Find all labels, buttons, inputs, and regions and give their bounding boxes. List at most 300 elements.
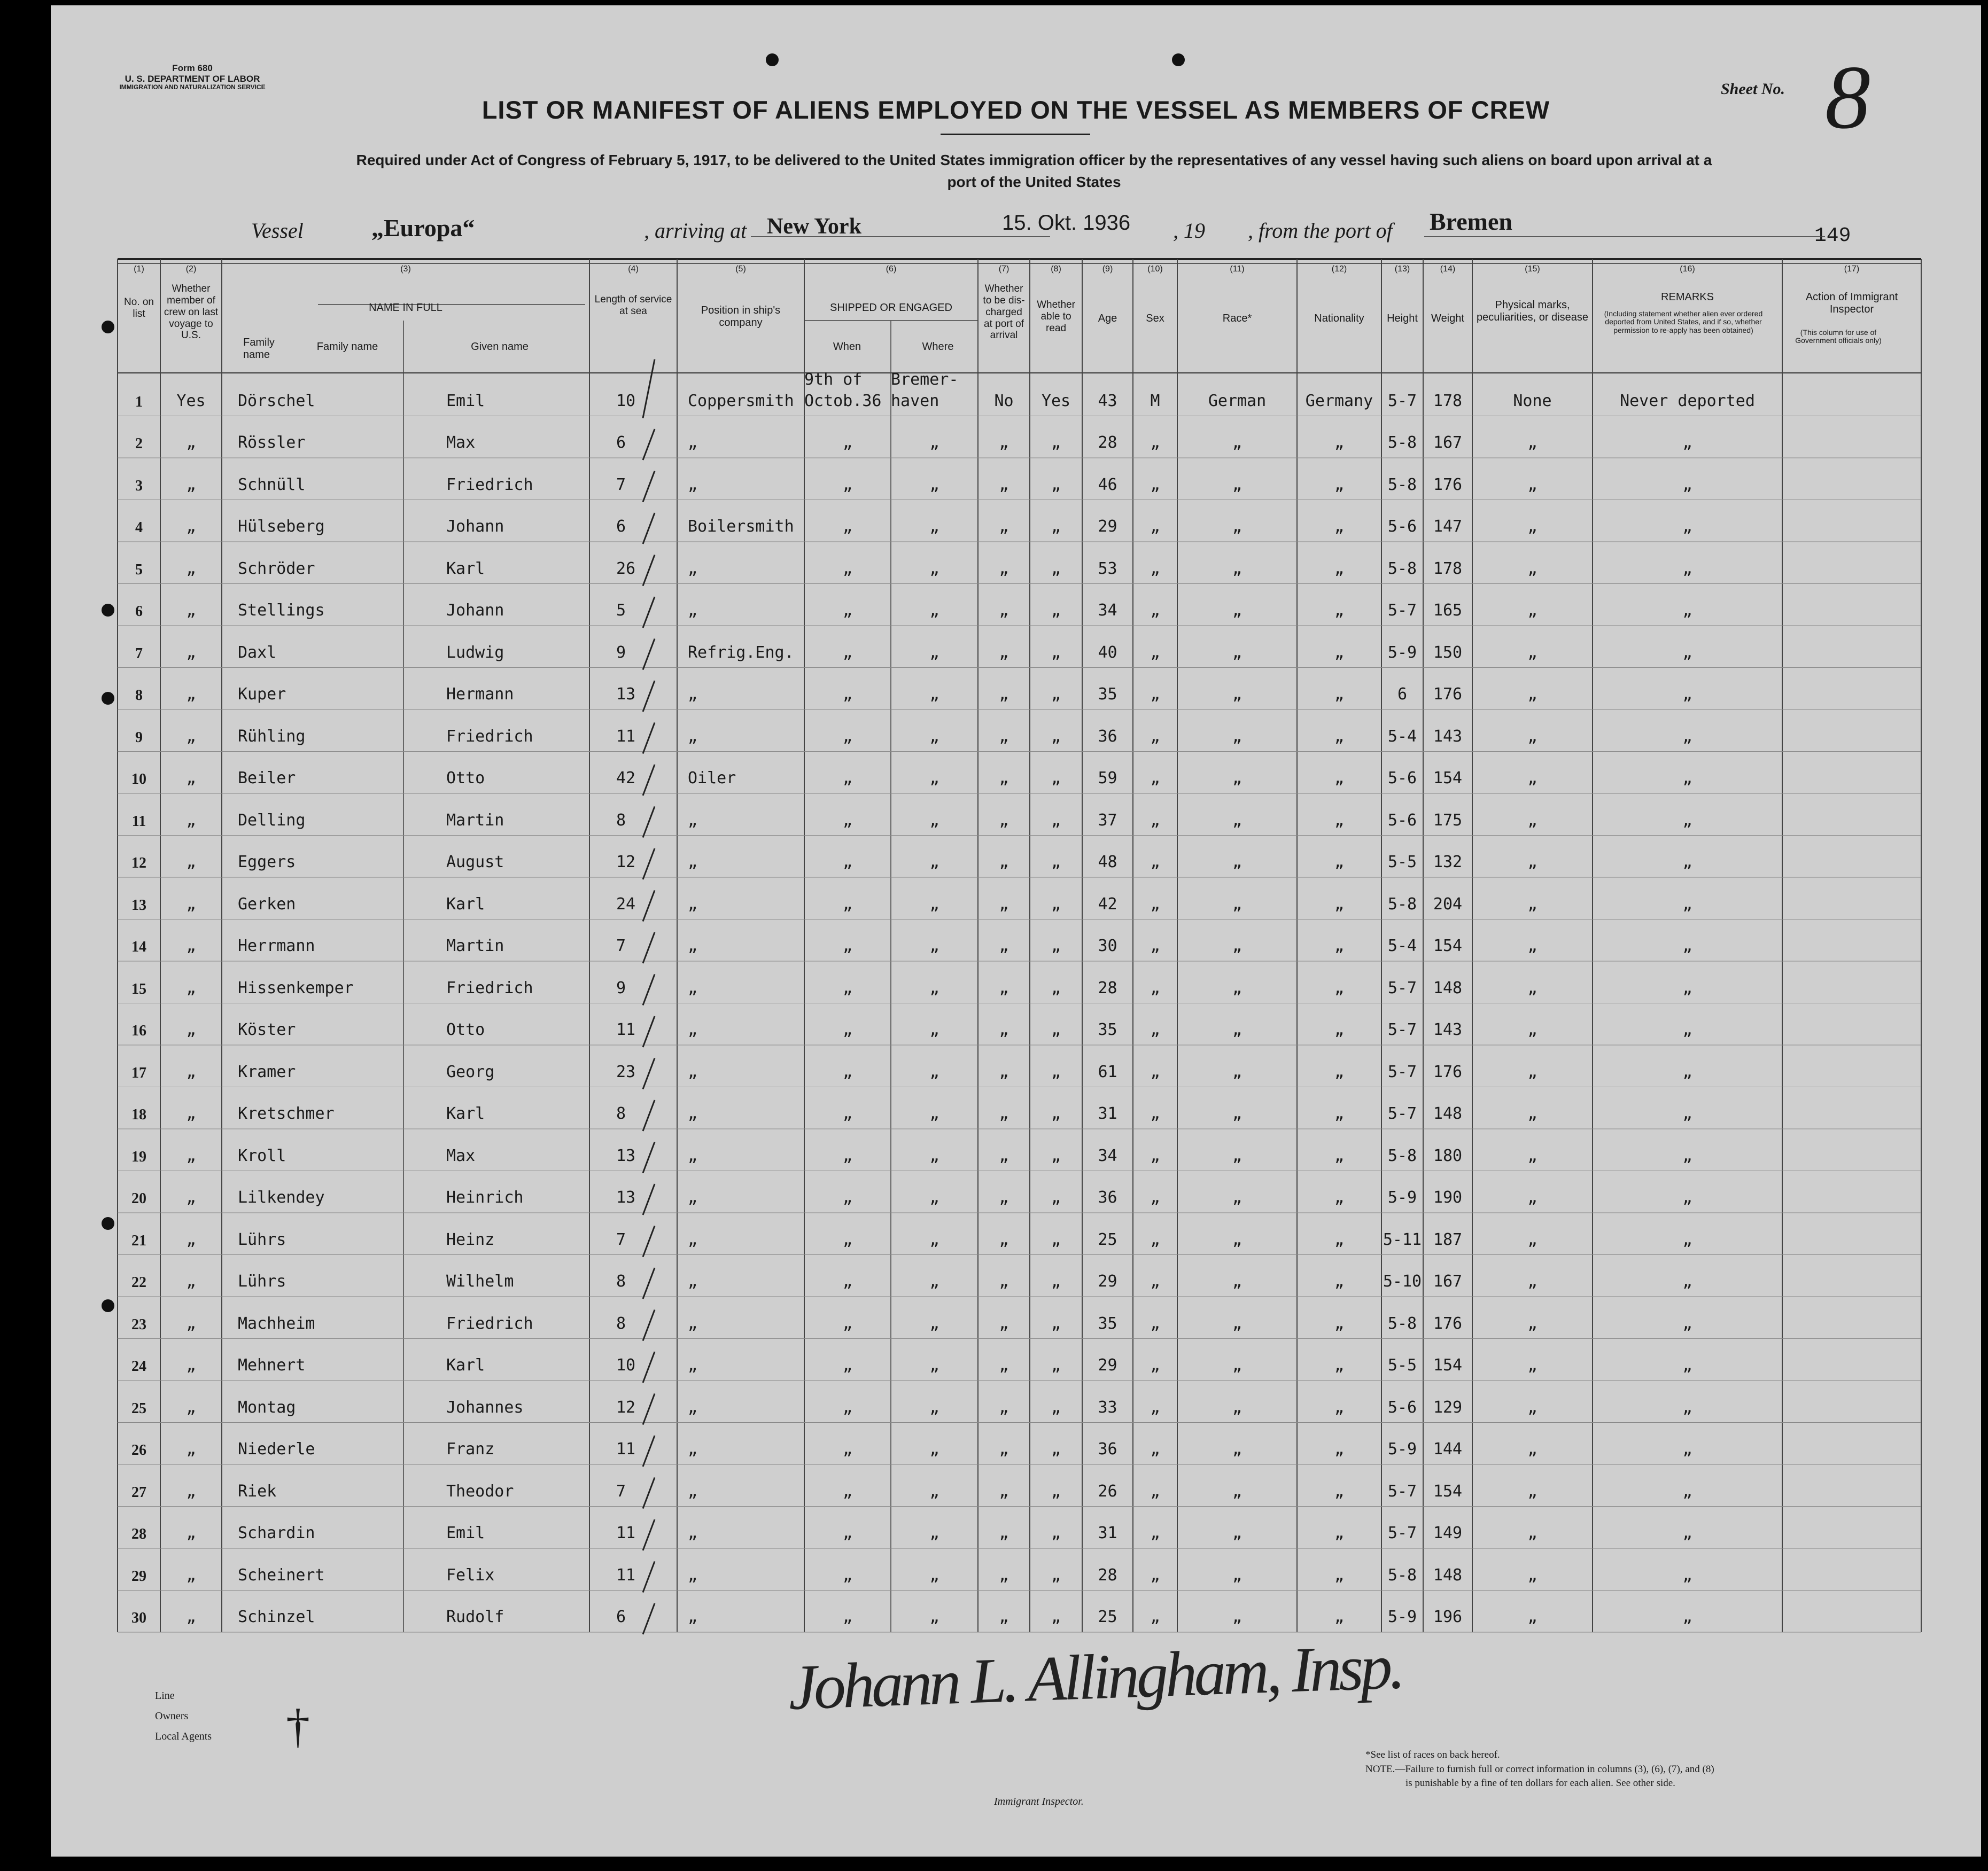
cell-given: Friedrich <box>446 978 533 997</box>
cell-age: 28 <box>1098 1565 1117 1585</box>
cell-when: „ <box>842 1272 853 1291</box>
cell-prev: „ <box>186 601 196 620</box>
cell-marks: „ <box>1527 1146 1537 1165</box>
cell-where: „ <box>929 853 939 871</box>
cell-read: „ <box>1051 1356 1061 1375</box>
cell-family: Hülseberg <box>238 517 325 536</box>
cell-marks: „ <box>1527 894 1537 914</box>
cell-service: 11 <box>616 1524 636 1542</box>
cell-sex: „ <box>1150 1565 1160 1585</box>
cell-given: August <box>446 853 504 871</box>
cell-age: 48 <box>1098 853 1117 871</box>
cell-race: „ <box>1232 1146 1242 1165</box>
cell-discharged: „ <box>999 1356 1009 1375</box>
cell-sex: „ <box>1150 1104 1160 1123</box>
cell-weight: 143 <box>1433 1020 1463 1039</box>
cell-family: Daxl <box>238 643 277 662</box>
cell-nationality: „ <box>1334 1565 1345 1585</box>
cell-marks: „ <box>1527 601 1537 620</box>
cell-marks: „ <box>1527 1356 1537 1375</box>
subhead-family: Family name <box>243 337 275 361</box>
cell-service: 7 <box>616 937 626 955</box>
cell-family: Scheinert <box>238 1565 325 1585</box>
column-header: Age <box>1098 313 1117 324</box>
cell-nationality: „ <box>1334 1188 1345 1207</box>
cell-nationality: „ <box>1334 433 1345 452</box>
cell-nationality: „ <box>1334 853 1345 871</box>
cell-position: „ <box>688 1398 698 1417</box>
cell-weight: 180 <box>1433 1146 1463 1165</box>
cell-read: „ <box>1051 810 1061 830</box>
cell-height: 5-7 <box>1387 978 1417 997</box>
cell-sex: „ <box>1150 1524 1160 1542</box>
cell-remarks: „ <box>1682 1524 1692 1542</box>
cell-prev: „ <box>186 1272 196 1291</box>
cell-sex: „ <box>1150 1314 1160 1333</box>
cell-family: Dörschel <box>238 391 315 410</box>
cell-race: „ <box>1232 517 1242 536</box>
column-header: Weight <box>1431 313 1464 324</box>
row-number: 6 <box>135 603 143 620</box>
row-number: 26 <box>131 1442 146 1459</box>
cell-given: Franz <box>446 1440 495 1459</box>
cell-sex: M <box>1150 391 1160 410</box>
cell-where: „ <box>929 643 939 662</box>
cell-weight: 176 <box>1433 1314 1463 1333</box>
cell-family: Hissenkemper <box>238 978 354 997</box>
cell-sex: „ <box>1150 685 1160 704</box>
cell-height: 5-8 <box>1387 1314 1417 1333</box>
cell-position: „ <box>688 1314 698 1333</box>
cell-family: Rühling <box>238 727 306 746</box>
cell-age: 59 <box>1098 769 1117 788</box>
cell-when: „ <box>842 1314 853 1333</box>
cell-family: Beiler <box>238 769 296 788</box>
cell-race: „ <box>1232 1104 1242 1123</box>
cell-discharged: „ <box>999 559 1009 578</box>
cell-nationality: „ <box>1334 1230 1345 1249</box>
cell-read: „ <box>1051 1608 1061 1626</box>
column-header: REMARKS <box>1661 291 1714 303</box>
cell-sex: „ <box>1150 1272 1160 1291</box>
cell-remarks: „ <box>1682 685 1692 704</box>
cell-position: „ <box>688 1230 698 1249</box>
cell-race: „ <box>1232 1565 1242 1585</box>
column-header: Whether member of crew on last voyage to U.S. <box>164 283 219 341</box>
cell-race: „ <box>1232 769 1242 788</box>
cell-where: „ <box>929 727 939 746</box>
row-number: 27 <box>131 1484 146 1501</box>
cell-discharged: „ <box>999 1565 1009 1585</box>
cell-where: „ <box>929 769 939 788</box>
cell-age: 30 <box>1098 937 1117 955</box>
cell-discharged: „ <box>999 1062 1009 1081</box>
cell-marks: „ <box>1527 769 1537 788</box>
cell-service: 12 <box>616 1398 636 1417</box>
row-number: 2 <box>135 435 143 452</box>
cell-read: „ <box>1051 769 1061 788</box>
cell-sex: „ <box>1150 1482 1160 1501</box>
cell-height: 5-7 <box>1387 391 1417 410</box>
subhead-where: Where <box>922 341 954 353</box>
cell-read: „ <box>1051 1524 1061 1542</box>
cell-family: Köster <box>238 1020 296 1039</box>
cell-height: 5-8 <box>1387 559 1417 578</box>
agents-label: Local Agents <box>155 1730 212 1742</box>
cell-service: 6 <box>616 433 626 452</box>
row-number: 15 <box>131 980 146 997</box>
row-number: 13 <box>131 896 146 914</box>
cell-height: 5-4 <box>1387 727 1417 746</box>
cell-nationality: „ <box>1334 1062 1345 1081</box>
cell-prev: „ <box>186 517 196 536</box>
cell-age: 36 <box>1098 727 1117 746</box>
cell-remarks: „ <box>1682 1230 1692 1249</box>
cell-weight: 148 <box>1433 1565 1463 1585</box>
cell-family: Lührs <box>238 1272 286 1291</box>
cell-position: Boilersmith <box>688 517 794 536</box>
cell-remarks: „ <box>1682 1356 1692 1375</box>
column-number: (7) <box>998 264 1009 274</box>
cell-race: „ <box>1232 810 1242 830</box>
cell-marks: „ <box>1527 727 1537 746</box>
cell-weight: 143 <box>1433 727 1463 746</box>
cell-age: 42 <box>1098 894 1117 914</box>
cell-position: „ <box>688 1146 698 1165</box>
cell-family: Riek <box>238 1482 277 1501</box>
inspector-label: Immigrant Inspector. <box>994 1796 1084 1807</box>
cell-height: 5-9 <box>1387 1608 1417 1626</box>
column-number: (16) <box>1680 264 1695 274</box>
cell-marks: „ <box>1527 937 1537 955</box>
cell-discharged: „ <box>999 1608 1009 1626</box>
column-number: (13) <box>1394 264 1410 274</box>
cell-position: „ <box>688 894 698 914</box>
cell-position: „ <box>688 685 698 704</box>
cell-position: „ <box>688 1440 698 1459</box>
cell-service: 11 <box>616 1440 636 1459</box>
cell-read: „ <box>1051 1440 1061 1459</box>
cell-marks: „ <box>1527 559 1537 578</box>
note-line-2: is punishable by a fine of ten dollars for each alien. See other side. <box>1405 1778 1675 1789</box>
cell-nationality: „ <box>1334 727 1345 746</box>
cell-discharged: „ <box>999 685 1009 704</box>
cell-read: „ <box>1051 1188 1061 1207</box>
cell-given: Otto <box>446 769 485 788</box>
cell-height: 5-7 <box>1387 601 1417 620</box>
row-number: 20 <box>131 1190 146 1207</box>
cell-discharged: „ <box>999 643 1009 662</box>
cell-service: 7 <box>616 1482 626 1501</box>
cell-weight: 178 <box>1433 391 1463 410</box>
cell-remarks: „ <box>1682 1608 1692 1626</box>
subhead-given-name: Given name <box>471 341 529 353</box>
cell-nationality: „ <box>1334 1104 1345 1123</box>
column-header: Action of Immigrant Inspector <box>1805 291 1898 315</box>
cell-age: 61 <box>1098 1062 1117 1081</box>
column-number: (5) <box>735 264 746 274</box>
cell-weight: 148 <box>1433 1104 1463 1123</box>
cell-where: „ <box>929 937 939 955</box>
cell-read: „ <box>1051 433 1061 452</box>
cell-where: „ <box>929 1440 939 1459</box>
cell-nationality: „ <box>1334 1314 1345 1333</box>
row-number: 16 <box>131 1023 146 1039</box>
cell-where: „ <box>929 810 939 830</box>
cell-service: 9 <box>616 643 626 662</box>
cell-read: „ <box>1051 1104 1061 1123</box>
cell-marks: „ <box>1527 517 1537 536</box>
cell-age: 26 <box>1098 1482 1117 1501</box>
cell-family: Kretschmer <box>238 1104 335 1123</box>
column-number: (8) <box>1051 264 1061 274</box>
cell-nationality: „ <box>1334 601 1345 620</box>
cell-position: Coppersmith <box>688 391 794 410</box>
cell-age: 46 <box>1098 475 1117 494</box>
page-number: 149 <box>1814 224 1851 247</box>
cell-prev: „ <box>186 1020 196 1039</box>
cell-weight: 190 <box>1433 1188 1463 1207</box>
cell-when: „ <box>842 685 853 704</box>
cell-remarks: „ <box>1682 517 1692 536</box>
row-number: 23 <box>131 1316 146 1333</box>
cell-race: „ <box>1232 978 1242 997</box>
cell-sex: „ <box>1150 769 1160 788</box>
cell-service: 8 <box>616 1104 626 1123</box>
cell-when: „ <box>842 559 853 578</box>
cell-discharged: „ <box>999 769 1009 788</box>
cell-weight: 144 <box>1433 1440 1463 1459</box>
cell-prev: „ <box>186 1146 196 1165</box>
cell-position: „ <box>688 1608 698 1626</box>
cell-age: 35 <box>1098 1314 1117 1333</box>
cell-read: „ <box>1051 1020 1061 1039</box>
cell-marks: „ <box>1527 1188 1537 1207</box>
cell-race: „ <box>1232 559 1242 578</box>
cell-where: „ <box>929 1524 939 1542</box>
cell-discharged: „ <box>999 937 1009 955</box>
cell-position: „ <box>688 1062 698 1081</box>
cell-service: 13 <box>616 1146 636 1165</box>
cell-given: Martin <box>446 937 504 955</box>
cell-remarks: „ <box>1682 1020 1692 1039</box>
cell-age: 35 <box>1098 1020 1117 1039</box>
subhead-when: When <box>833 341 861 353</box>
cell-height: 5-8 <box>1387 475 1417 494</box>
cell-service: 11 <box>616 1020 636 1039</box>
cell-discharged: „ <box>999 1272 1009 1291</box>
cell-when: „ <box>842 1565 853 1585</box>
cell-where: „ <box>929 475 939 494</box>
cell-read: „ <box>1051 1398 1061 1417</box>
cell-given: Karl <box>446 1356 485 1375</box>
cell-where: „ <box>929 559 939 578</box>
column-number: (17) <box>1844 264 1860 274</box>
cell-when: „ <box>842 1524 853 1542</box>
cell-when: „ <box>842 1482 853 1501</box>
cell-read: „ <box>1051 1230 1061 1249</box>
cell-race: „ <box>1232 894 1242 914</box>
cell-discharged: „ <box>999 1524 1009 1542</box>
cell-read: „ <box>1051 937 1061 955</box>
cell-nationality: „ <box>1334 1440 1345 1459</box>
cell-read: „ <box>1051 1062 1061 1081</box>
cell-service: 9 <box>616 978 626 997</box>
cell-height: 5-6 <box>1387 1398 1417 1417</box>
row-number: 28 <box>131 1526 146 1542</box>
cell-race: „ <box>1232 1608 1242 1626</box>
column-header: Whether to be dis-charged at port of arrival <box>983 283 1025 341</box>
cell-weight: 154 <box>1433 1356 1463 1375</box>
cell-age: 36 <box>1098 1440 1117 1459</box>
cell-height: 5-9 <box>1387 1440 1417 1459</box>
cell-sex: „ <box>1150 810 1160 830</box>
cell-when: „ <box>842 937 853 955</box>
cell-sex: „ <box>1150 1398 1160 1417</box>
cell-given: Heinz <box>446 1230 495 1249</box>
cell-age: 25 <box>1098 1230 1117 1249</box>
column-number: (11) <box>1230 264 1245 274</box>
cell-given: Wilhelm <box>446 1272 514 1291</box>
cell-sex: „ <box>1150 1356 1160 1375</box>
cell-given: Emil <box>446 391 485 410</box>
cell-read: „ <box>1051 1482 1061 1501</box>
column-number: (12) <box>1331 264 1347 274</box>
cell-position: Oiler <box>688 769 736 788</box>
row-number: 4 <box>135 519 143 536</box>
cell-marks: „ <box>1527 810 1537 830</box>
cell-prev: „ <box>186 769 196 788</box>
cell-weight: 154 <box>1433 937 1463 955</box>
cell-prev: „ <box>186 1062 196 1081</box>
cell-given: Martin <box>446 810 504 830</box>
cell-discharged: „ <box>999 1104 1009 1123</box>
cell-nationality: „ <box>1334 978 1345 997</box>
cell-service: 26 <box>616 559 636 578</box>
cell-age: 33 <box>1098 1398 1117 1417</box>
cell-position: „ <box>688 601 698 620</box>
cell-prev: „ <box>186 559 196 578</box>
cell-where: „ <box>929 1062 939 1081</box>
cell-height: 5-9 <box>1387 643 1417 662</box>
cell-prev: „ <box>186 1356 196 1375</box>
row-number: 9 <box>135 729 143 746</box>
cell-sex: „ <box>1150 1020 1160 1039</box>
cell-discharged: „ <box>999 517 1009 536</box>
cell-given: Theodor <box>446 1482 514 1501</box>
cell-given: Johannes <box>446 1398 524 1417</box>
cell-where: „ <box>929 1482 939 1501</box>
cell-remarks: Never deported <box>1620 391 1755 410</box>
cell-height: 5-6 <box>1387 517 1417 536</box>
cell-weight: 176 <box>1433 685 1463 704</box>
cell-given: Otto <box>446 1020 485 1039</box>
cell-height: 5-7 <box>1387 1020 1417 1039</box>
cell-height: 5-5 <box>1387 853 1417 871</box>
cell-remarks: „ <box>1682 475 1692 494</box>
cell-weight: 154 <box>1433 1482 1463 1501</box>
column-number: (4) <box>628 264 639 274</box>
cell-when: „ <box>842 517 853 536</box>
column-header: Whether able to read <box>1037 299 1075 334</box>
cell-age: 25 <box>1098 1608 1117 1626</box>
column-header: Race* <box>1222 313 1252 324</box>
cell-position: „ <box>688 1524 698 1542</box>
cell-family: Delling <box>238 810 306 830</box>
cell-prev: „ <box>186 1565 196 1585</box>
cell-when: „ <box>842 1062 853 1081</box>
row-number: 12 <box>131 855 146 871</box>
cell-prev: „ <box>186 643 196 662</box>
owners-label: Owners <box>155 1710 189 1722</box>
column-number: (14) <box>1440 264 1456 274</box>
cell-sex: „ <box>1150 643 1160 662</box>
row-number: 24 <box>131 1358 146 1375</box>
cell-age: 28 <box>1098 433 1117 452</box>
cell-position: „ <box>688 559 698 578</box>
cell-family: Mehnert <box>238 1356 306 1375</box>
cell-sex: „ <box>1150 894 1160 914</box>
cell-prev: „ <box>186 978 196 997</box>
row-number: 3 <box>135 477 143 494</box>
cell-prev: „ <box>186 1440 196 1459</box>
cell-family: Gerken <box>238 894 296 914</box>
cell-nationality: „ <box>1334 1482 1345 1501</box>
cell-given: Hermann <box>446 685 514 704</box>
cell-position: „ <box>688 727 698 746</box>
cell-given: Ludwig <box>446 643 504 662</box>
cell-race: „ <box>1232 643 1242 662</box>
cell-given: Felix <box>446 1565 495 1585</box>
cell-nationality: Germany <box>1305 391 1373 410</box>
from-port: Bremen <box>1430 208 1513 235</box>
cell-position: „ <box>688 937 698 955</box>
cell-race: „ <box>1232 1440 1242 1459</box>
cell-marks: „ <box>1527 1524 1537 1542</box>
cell-position: „ <box>688 1482 698 1501</box>
cell-service: 13 <box>616 685 636 704</box>
cell-given: Karl <box>446 894 485 914</box>
cell-sex: „ <box>1150 1188 1160 1207</box>
row-number: 14 <box>131 939 146 955</box>
cell-prev: „ <box>186 810 196 830</box>
cell-when: „ <box>842 1020 853 1039</box>
cell-remarks: „ <box>1682 853 1692 871</box>
note-line-1: NOTE.—Failure to furnish full or correct information in columns (3), (6), (7), and (8) <box>1365 1763 1714 1775</box>
cell-nationality: „ <box>1334 1356 1345 1375</box>
cell-remarks: „ <box>1682 1062 1692 1081</box>
cell-height: 5-9 <box>1387 1188 1417 1207</box>
cell-read: „ <box>1051 517 1061 536</box>
requirement-line-1: Required under Act of Congress of February 5, 1917, to be delivered to the United States immigration officer by the representatives of any vessel having such aliens on board upon arrival at a <box>356 152 1712 168</box>
cell-where: Bremer- haven <box>891 370 959 410</box>
cell-given: Heinrich <box>446 1188 524 1207</box>
cell-sex: „ <box>1150 559 1160 578</box>
cell-race: „ <box>1232 601 1242 620</box>
cell-discharged: „ <box>999 978 1009 997</box>
cell-weight: 129 <box>1433 1398 1463 1417</box>
cell-remarks: „ <box>1682 1398 1692 1417</box>
cell-service: 11 <box>616 727 636 746</box>
cell-nationality: „ <box>1334 894 1345 914</box>
arriving-label: , arriving at <box>644 219 747 243</box>
cell-read: „ <box>1051 643 1061 662</box>
cell-position: „ <box>688 1565 698 1585</box>
column-header: SHIPPED OR ENGAGED <box>830 302 952 314</box>
row-number: 11 <box>131 813 146 830</box>
cell-when: „ <box>842 1608 853 1626</box>
cell-family: Kuper <box>238 685 286 704</box>
